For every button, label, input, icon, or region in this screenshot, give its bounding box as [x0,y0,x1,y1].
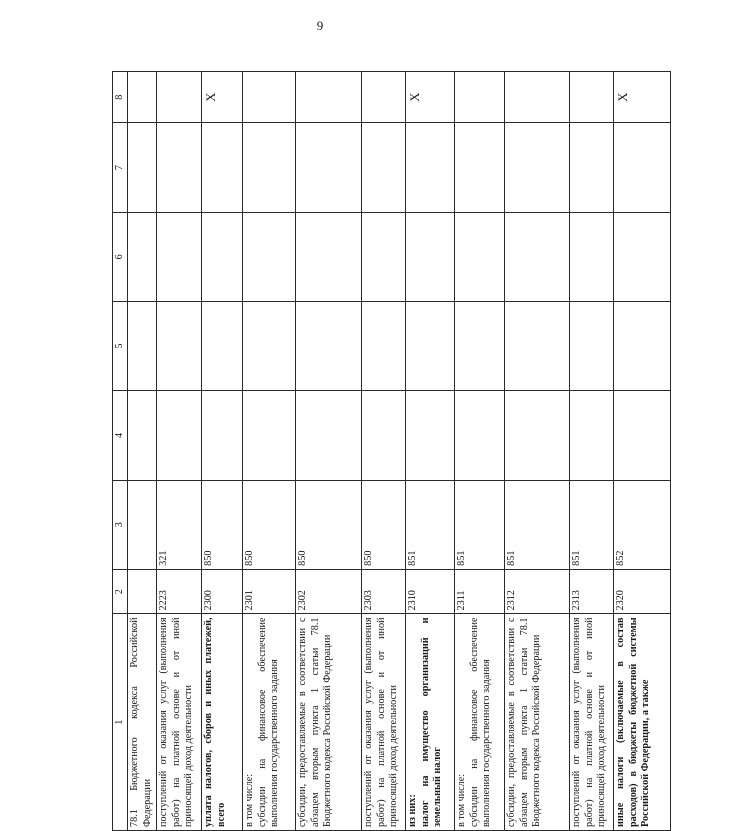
table-header-row [113,72,128,831]
row-mark [157,72,202,123]
row-value-cell [128,301,157,390]
row-description: поступлений от оказания услуг (выполнения работ) на платной основе и от иной приносящей доход деятельности [570,614,614,831]
row-description: субсидии, предоставляемые в соответствии с абзацем вторым пункта 1 статьи 78.1 Бюджетного кодекса Российской Федерации [505,614,570,831]
row-kbk-code: 850 [243,480,296,569]
table-row [202,72,243,831]
row-value-cell [406,301,455,390]
row-value-cell [157,212,202,301]
row-description: уплата налогов, сборов и иных платежей, всего [202,614,243,831]
budget-table [112,71,671,831]
table-row [505,72,570,831]
row-value-cell [202,212,243,301]
row-mark [243,72,296,123]
row-value-cell [157,391,202,480]
row-kbk-code: 852 [614,480,671,569]
row-value-cell [243,391,296,480]
table-row [455,72,505,831]
table-row [614,72,671,831]
row-value-cell [243,212,296,301]
row-mark: X [614,72,671,123]
row-description: 78.1 Бюджетного кодекса Российской Федерации [128,614,157,831]
row-code: 2311 [455,569,505,614]
row-code: 2301 [243,569,296,614]
row-kbk-code: 850 [362,480,406,569]
row-code: 2312 [505,569,570,614]
row-kbk-code: 321 [157,480,202,569]
row-value-cell [202,301,243,390]
row-value-cell [614,212,671,301]
row-value-cell [296,391,362,480]
row-value-cell [570,391,614,480]
row-code: 2310 [406,569,455,614]
table-row [570,72,614,831]
row-kbk-code: 851 [570,480,614,569]
row-value-cell [128,391,157,480]
row-value-cell [505,212,570,301]
table-row [362,72,406,831]
row-description: иные налоги (включаемые в состав расходов) в бюджеты бюджетной системы Российской Федерации, а также [614,614,671,831]
column-header: 4 [113,391,128,480]
row-mark: X [202,72,243,123]
row-value-cell [362,391,406,480]
row-mark [296,72,362,123]
row-code: 2223 [157,569,202,614]
table-row [296,72,362,831]
column-header: 2 [113,569,128,614]
row-value-cell [406,123,455,212]
row-value-cell [614,391,671,480]
column-header: 1 [113,614,128,831]
column-header: 6 [113,212,128,301]
row-code: 2313 [570,569,614,614]
column-header: 3 [113,480,128,569]
row-value-cell [505,301,570,390]
row-value-cell [455,212,505,301]
table-row [157,72,202,831]
column-header: 7 [113,123,128,212]
row-value-cell [157,123,202,212]
row-value-cell [202,391,243,480]
row-description: субсидии, предоставляемые в соответствии с абзацем вторым пункта 1 статьи 78.1 Бюджетного кодекса Российской Федерации [296,614,362,831]
row-code: 2302 [296,569,362,614]
row-value-cell [505,123,570,212]
row-value-cell [570,301,614,390]
row-value-cell [362,212,406,301]
row-kbk-code: 850 [296,480,362,569]
row-kbk-code: 851 [505,480,570,569]
row-value-cell [296,301,362,390]
row-value-cell [157,301,202,390]
row-description: в том числе: субсидии на финансовое обеспечение выполнения государственного задания [243,614,296,831]
row-code: 2300 [202,569,243,614]
row-mark [455,72,505,123]
row-code [128,569,157,614]
row-value-cell [614,301,671,390]
row-value-cell [455,301,505,390]
row-mark [128,72,157,123]
row-value-cell [362,301,406,390]
row-value-cell [570,123,614,212]
row-kbk-code: 851 [406,480,455,569]
rotated-table-wrapper [112,71,729,831]
row-kbk-code: 850 [202,480,243,569]
row-value-cell [243,123,296,212]
row-code: 2303 [362,569,406,614]
row-value-cell [505,391,570,480]
row-value-cell [455,123,505,212]
row-value-cell [455,391,505,480]
table-row [243,72,296,831]
row-value-cell [243,301,296,390]
row-value-cell [614,123,671,212]
row-description: из них: налог на имущество организаций и земельный налог [406,614,455,831]
row-mark [505,72,570,123]
row-value-cell [202,123,243,212]
row-mark [570,72,614,123]
row-value-cell [362,123,406,212]
row-value-cell [406,391,455,480]
row-description: поступлений от оказания услуг (выполнения работ) на платной основе и от иной приносящей доход деятельности [157,614,202,831]
column-header: 8 [113,72,128,123]
row-code: 2320 [614,569,671,614]
column-header: 5 [113,301,128,390]
table-body [128,72,671,831]
page-number: 9 [316,18,324,33]
row-kbk-code: 851 [455,480,505,569]
row-value-cell [128,123,157,212]
row-mark [362,72,406,123]
row-value-cell [296,212,362,301]
row-value-cell [128,212,157,301]
row-value-cell [296,123,362,212]
table-row [406,72,455,831]
row-mark: X [406,72,455,123]
row-value-cell [406,212,455,301]
table-row [128,72,157,831]
row-description: поступлений от оказания услуг (выполнения работ) на платной основе и от иной приносящей доход деятельности [362,614,406,831]
row-description: в том числе: субсидии на финансовое обеспечение выполнения государственного задания [455,614,505,831]
row-value-cell [570,212,614,301]
row-kbk-code [128,480,157,569]
